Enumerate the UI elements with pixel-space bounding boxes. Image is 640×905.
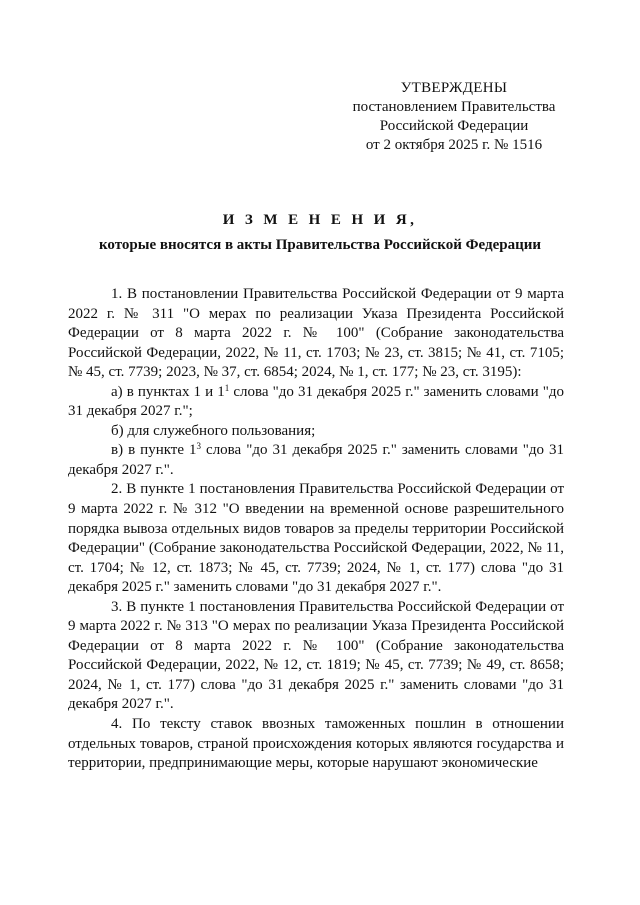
- approved-heading: УТВЕРЖДЕНЫ: [400, 80, 508, 96]
- paragraph-1b: б) для служебного пользования;: [111, 422, 316, 439]
- approval-line-1: постановлением Правительства: [352, 99, 556, 115]
- paragraph-2: 2. В пункте 1 постановления Правительства Российской Федерации от 9 марта 2022 г. № 312 "О введении на временной основе разрешительного порядка вывоза отдельных видов товаров за пределы территории Российской Федерации" (Собрание законодательства Российской Федерации, 2022, № 11, ст. 1704; № 12, ст. 1873; № 45, ст. 7739; 2024, № 1, ст. 177) слова "до 31 декабря 2025 г." заменить словами "до 31 декабря 2027 г.".: [68, 481, 564, 596]
- superscript-1v: 3: [196, 441, 202, 452]
- approval-line-2: Российской Федерации: [379, 118, 529, 134]
- paragraph-1v: [68, 441, 564, 480]
- paragraph-1a-end: слова "до 31 декабря 2025 г." заменить словами "до 31 декабря 2027 г.";: [68, 383, 564, 420]
- paragraph-4: 4. По тексту ставок ввозных таможенных пошлин в отношении отдельных товаров, страной происхождения которых являются государства и территории, предпринимающие меры, которые нарушают экономические: [68, 716, 564, 772]
- approval-line-3: от 2 октября 2025 г. № 1516: [365, 137, 543, 153]
- approval-stamp: [345, 79, 563, 155]
- document-subtitle: которые вносятся в акты Правительства Российской Федерации: [98, 237, 542, 253]
- paragraph-1v-end: слова "до 31 декабря 2025 г." заменить словами "до 31 декабря 2027 г.".: [68, 442, 564, 478]
- document-title: И З М Е Н Е Н И Я,: [222, 212, 418, 228]
- paragraph-1a: [68, 383, 564, 422]
- paragraph-3: 3. В пункте 1 постановления Правительства Российской Федерации от 9 марта 2022 г. № 313 "О мерах по реализации Указа Президента Российской Федерации от 8 марта 2022 г. № 100" (Собрание законодательства Российской Федерации, 2022, № 12, ст. 1819; № 45, ст. 7739; № 49, ст. 8658; 2024, № 1, ст. 177) слова "до 31 декабря 2025 г." заменить словами "до 31 декабря 2027 г.".: [68, 598, 564, 713]
- paragraph-1a-start: а) в пунктах 1 и 1: [111, 383, 225, 400]
- superscript-1a: 1: [224, 382, 230, 393]
- paragraph-1: 1. В постановлении Правительства Российской Федерации от 9 марта 2022 г. № 311 "О мерах по реализации Указа Президента Российской Федерации от 8 марта 2022 г. № 100" (Собрание законодательства Российской Федерации, 2022, № 11, ст. 1703; № 23, ст. 3815; № 41, ст. 7105; № 45, ст. 7739; 2023, № 37, ст. 6854; 2024, № 1, ст. 177; № 23, ст. 3195):: [68, 286, 564, 381]
- paragraph-1v-start: в) в пункте 1: [111, 442, 197, 459]
- document-body: [68, 285, 564, 774]
